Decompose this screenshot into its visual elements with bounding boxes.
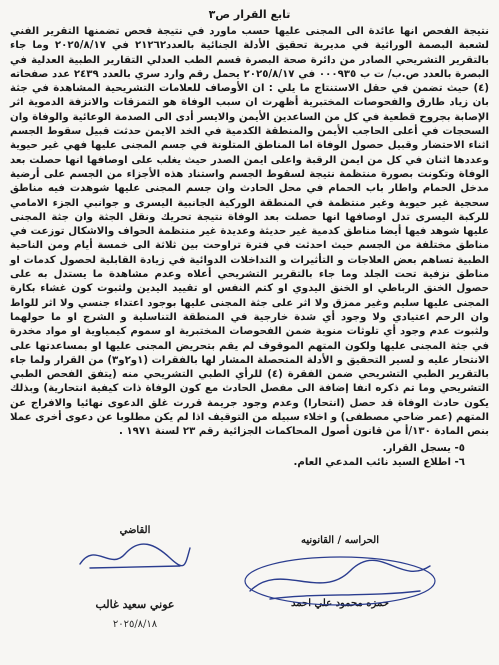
judge-date: ٢٠٢٥/٨/١٨ — [112, 619, 158, 630]
decision-body — [10, 25, 489, 440]
judge-signature-ink — [75, 536, 195, 576]
body-paragraph: نتيجة الفحص انها عائدة الى المجنى عليها حسب ماورد في نتيجة فحص تضمنها التقرير الفني لشعبة البصمة الوراثية في مديرية تحقيق الأدلة الجنائية بالعدد٢١٢٦٢ في ٢٠٢٥/٨/١٧ وما جاء بالتقرير التشريحي الصادر من دائرة صحة البصرة قسم الطب العدلي التقارير الطبية العدلية في البصرة بالعدد ص.ب/ ت ب ٠٠٠٩٣٥ في ٢٠٢٥/٨/١٧ يحمل رقم وارد سري بالعدد ٢٤٣٩ عدد صفحاته (٤) حيث تضمن في حقل الاستنتاج ما يلي : ان الأوصاف للعلامات التشريحية المشاهدة في جثة بان زياد طارق والفحوصات المختبرية أظهرت ان سبب الوفاة هو التمزقات والانزفة الدموية اثر الإصابة بجروح قطعية في كل من الساعدين الأيمن والايسر أدى الى الصدمة الوعائية والوفاة وان السحجات في أعلى الحاجب الأيمن والمنطقة الكدمية في الخد الايمن حدثت قبيل سقوط الجسم اثناء الاحتضار وقبيل حصول الوفاة اما المناطق المتلونة في جسم المجنى عليها فهي غير حيوية وعددها اثنان في كل من ايمن الرقبة واعلى ايمن الصدر حيث يغلب على اوصافها انها حصلت بعد الوفاة وتكونت بصورة منتظمة نتيجة لسقوط الجسم واستناد هذه الأجزاء من الجسم على أرضية مدخل الحمام واطار باب الحمام في محل الحادث وان جسم المجنى عليها شوهدت فيه مناطق سحجية غير حيوية وغير منتظمة في المنطقة الوركية الجانبية اليسرى و جوانبي الجزء الامامي للركبة اليسرى تدل اوصافها انها حصلت بعد الوفاة نتيجة تحريك ونقل الجثة وان جثة المجنى عليها شوهد فيها أيضا مناطق كدمية غير حديثة وعديدة غير منتظمة الحواف والاشكال توزعت في مناطق مختلفة من الجسم حيث احدثت في فترة تراوحت بين ثلاثة الى خمسة أيام ومن الناحية الطبية تساهم بعض العلاجات و التأثيرات و التداخلات الدوائية في زيادة القابلية لحصول كدمات او مناطق نزفية تحت الجلد وما جاء بالتقرير التشريحي أعلاه وعدم مشاهدة ما يستدل به على حصول الخنق الرباطي او الخنق اليدوي او كتم النفس او تقييد اليدين ولثبوت كون غشاء بكارة المجنى عليها سليم وغير ممزق ولا اثر على جثة المجنى عليها بوجود اعتداء جنسي ولا اثر للواط وان الرحم اعتيادي ولا وجود أي شدة خارجية في المنطقة التناسلية و الشرج او ما حولهما ولثبوت عدم وجود أي تلوثات منوية ضمن الفحوصات المختبرية او سموم كيمياوية او مواد مخدرة في جثة المجنى عليها ولكون المتهم الموقوف لم يقم بتحريض المجنى عليها او بمساعدتها على الانتحار عليه و لسير التحقيق و الأدلة المتحصلة المشار لها بالفقرات (١و٢و٣) من القرار ولما جاء بالتقرير الطبي التشريحي ضمن الفقرة (٤) للرأي الطبي التشريحي منه (يتفق الفحص الطبي التشريحي وما تم ذكره انفا إضافة الى مفصل الحادث مع كون الوفاة ذات كيفية انتحارية) وبذلك يكون حادث الوفاة قد حصل (انتحارا) وعدم وجود جريمة قررت غلق الدعوى نهائيا والافراج عن المتهم (عمر ضاحي مصطفى) و اخلاء سبيله من التوقيف اذا لم يكن مطلوبا عن دعوى أخرى عملا بنص المادة ١٣٠/أ من قانون أصول المحاكمات الجزائية رقم ٢٣ لسنة ١٩٧١ . — [10, 26, 490, 438]
judge-title: القاضي — [119, 525, 151, 536]
clerk-title: الحراسه / القانونيه — [301, 535, 379, 546]
list-item: ٦- اطلاع السيد نائب المدعي العام. — [293, 456, 465, 468]
clerk-name: حمزه محمود علي احمد — [291, 598, 389, 609]
signature-area — [0, 525, 499, 665]
decision-list — [10, 442, 489, 470]
page-header: تابع القرار ص٣ — [208, 8, 291, 21]
clerk-signature-block — [230, 535, 450, 609]
list-item: ٥- يسجل القرار. — [382, 442, 465, 454]
judge-signature-block — [70, 525, 200, 630]
official-stamp-ink — [230, 551, 450, 611]
judge-name: عوني سعيد غالب — [95, 598, 175, 611]
